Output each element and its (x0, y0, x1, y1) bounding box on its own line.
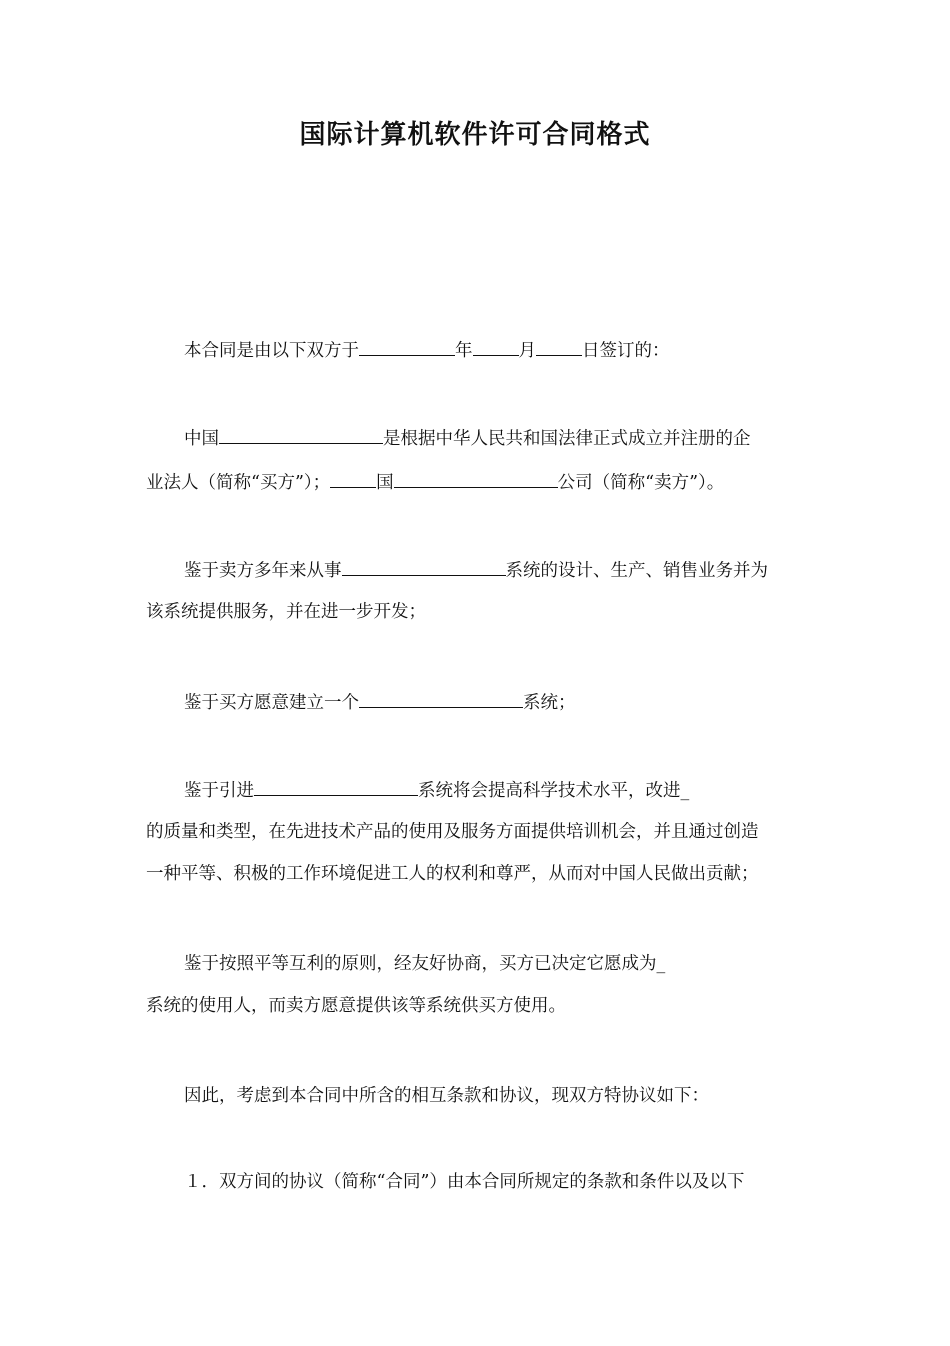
day-label: 日签订的： (582, 341, 670, 361)
introduced-system-blank[interactable] (254, 776, 418, 796)
buyer-intent-intro: 鉴于买方愿意建立一个 (184, 693, 359, 713)
paragraph-seller-business-line1 (184, 556, 768, 583)
seller-system-blank[interactable] (342, 556, 506, 576)
buyer-intent-end: 系统； (523, 693, 576, 713)
month-blank[interactable] (473, 336, 519, 356)
seller-name-blank[interactable] (394, 468, 558, 488)
buyer-system-blank[interactable] (359, 688, 523, 708)
seller-alias: 公司（简称“卖方”）。 (557, 473, 725, 493)
document-title: 国际计算机软件许可合同格式 (299, 120, 651, 150)
year-label: 年 (455, 341, 473, 361)
paragraph-signing-date (184, 336, 670, 363)
signing-date-intro: 本合同是由以下双方于 (184, 341, 359, 361)
seller-country-label: 国 (376, 473, 394, 493)
paragraph-introduction-line3: 一种平等、积极的工作环境促进工人的权利和尊严，从而对中国人民做出贡献； (146, 864, 759, 884)
paragraph-equal-benefit-line1: 鉴于按照平等互利的原则，经友好协商，买方已决定它愿成为_ (184, 954, 666, 974)
paragraph-agreement-intro: 因此，考虑到本合同中所含的相互条款和协议，现双方特协议如下： (184, 1086, 709, 1106)
buyer-description: 是根据中华人民共和国法律正式成立并注册的企 (383, 429, 751, 449)
paragraph-introduction-line2: 的质量和类型，在先进技术产品的使用及服务方面提供培训机会，并且通过创造 (146, 822, 759, 842)
buyer-alias: 业法人（简称“买方”）； (146, 473, 331, 493)
clause-1: １．双方间的协议（简称“合同”）由本合同所规定的条款和条件以及以下 (184, 1172, 745, 1192)
paragraph-introduction-line1 (184, 776, 689, 803)
paragraph-parties-line2 (146, 468, 724, 495)
month-label: 月 (518, 341, 536, 361)
seller-business-desc: 系统的设计、生产、销售业务并为 (505, 561, 768, 581)
paragraph-seller-business-line2: 该系统提供服务，并在进一步开发； (146, 602, 426, 622)
paragraph-buyer-intent (184, 688, 576, 715)
year-blank[interactable] (359, 336, 455, 356)
introduction-benefit: 系统将会提高科学技术水平，改进_ (418, 781, 690, 801)
seller-country-blank[interactable] (330, 468, 376, 488)
day-blank[interactable] (536, 336, 582, 356)
paragraph-equal-benefit-line2: 系统的使用人，而卖方愿意提供该等系统供买方使用。 (146, 996, 566, 1016)
seller-business-intro: 鉴于卖方多年来从事 (184, 561, 342, 581)
buyer-name-blank[interactable] (219, 424, 383, 444)
buyer-country: 中国 (184, 429, 219, 449)
paragraph-parties-line1 (184, 424, 751, 451)
introduction-intro: 鉴于引进 (184, 781, 254, 801)
